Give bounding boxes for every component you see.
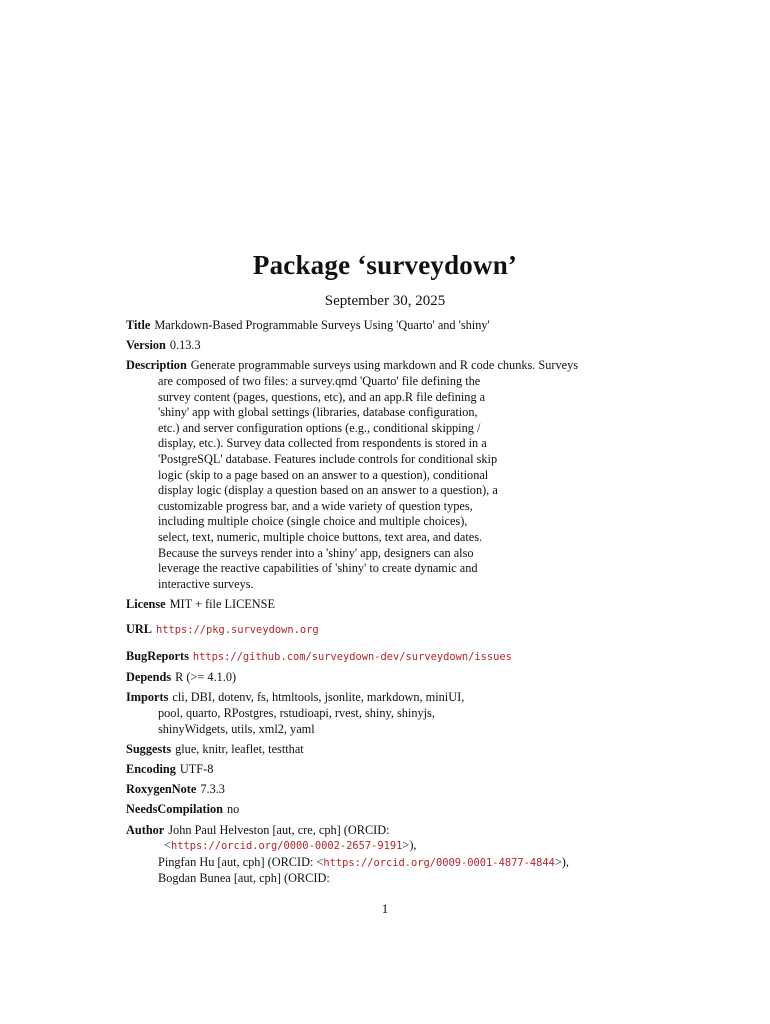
description-line: interactive surveys. <box>158 576 254 591</box>
description-line: 'PostgreSQL' database. Features include controls for conditional skip <box>158 451 498 466</box>
description-line: display logic (display a question based on an answer to a question), a <box>158 483 498 498</box>
field-value: 0.13.3 <box>169 338 201 353</box>
bugreports-link[interactable]: https://github.com/surveydown-dev/surveydown/issues <box>192 651 512 664</box>
description-line: etc.) and server configuration options (e.g., conditional skipping / <box>158 420 481 435</box>
author-line <box>126 838 606 855</box>
description-line: Because the surveys render into a 'shiny' app, designers can also <box>158 545 474 560</box>
field-needscompilation <box>126 802 606 818</box>
field-label: Title <box>126 318 151 332</box>
field-roxygennote <box>126 782 606 798</box>
field-description <box>126 358 606 592</box>
url-link[interactable]: https://pkg.surveydown.org <box>155 624 319 637</box>
field-label: Suggests <box>126 741 172 756</box>
author-line: Bogdan Bunea [aut, cph] (ORCID: <box>158 871 330 886</box>
orcid-link[interactable]: https://orcid.org/0009-0001-4877-4844 <box>323 856 555 869</box>
field-value: Markdown-Based Programmable Surveys Using 'Quarto' and 'shiny' <box>154 318 490 332</box>
package-date: September 30, 2025 <box>324 293 446 309</box>
description-line: display, etc.). Survey data collected from respondents is stored in a <box>158 436 487 451</box>
field-value: cli, DBI, dotenv, fs, htmltools, jsonlite, markdown, miniUI, <box>172 690 465 705</box>
author-text: >), <box>554 854 569 869</box>
field-value: UTF-8 <box>179 762 214 776</box>
imports-line: shinyWidgets, utils, xml2, yaml <box>158 721 315 736</box>
field-value: glue, knitr, leaflet, testthat <box>175 741 304 756</box>
description-line: 'shiny' app with global settings (libraries, database configuration, <box>158 405 478 420</box>
field-label: License <box>126 596 166 611</box>
field-depends <box>126 670 606 686</box>
orcid-link[interactable]: https://orcid.org/0000-0002-2657-9191 <box>170 840 403 853</box>
field-version <box>126 338 606 354</box>
field-url <box>126 622 606 639</box>
description-line: survey content (pages, questions, etc), and an app.R file defining a <box>158 389 486 404</box>
description-line: logic (skip to a page based on an answer to a question), conditional <box>158 467 489 482</box>
page-number: 1 <box>381 901 389 916</box>
field-imports <box>126 690 606 737</box>
description-line: customizable progress bar, and a wide variety of question types, <box>158 498 473 513</box>
field-value: Generate programmable surveys using markdown and R code chunks. Surveys <box>190 358 579 373</box>
field-label: NeedsCompilation <box>126 802 224 817</box>
field-label: BugReports <box>126 649 189 664</box>
author-line <box>126 855 606 872</box>
field-value: R (>= 4.1.0) <box>175 670 237 685</box>
author-text: >), <box>402 838 417 853</box>
field-label: URL <box>126 622 152 637</box>
field-label: Description <box>126 358 187 373</box>
field-license <box>126 597 606 613</box>
description-line: select, text, numeric, multiple choice buttons, text area, and dates. <box>158 529 483 544</box>
field-label: Imports <box>126 690 169 705</box>
description-line: are composed of two files: a survey.qmd 'Quarto' file defining the <box>158 373 481 388</box>
field-bugreports <box>126 649 606 666</box>
author-text: Pingfan Hu [aut, cph] (ORCID: < <box>158 854 324 869</box>
field-label: RoxygenNote <box>126 782 197 797</box>
field-title <box>126 318 606 334</box>
package-title: Package ‘surveydown’ <box>252 250 518 280</box>
description-line: including multiple choice (single choice and multiple choices), <box>158 514 468 529</box>
field-label: Author <box>126 822 165 837</box>
field-value: 7.3.3 <box>200 782 225 797</box>
description-line: leverage the reactive capabilities of 'shiny' to create dynamic and <box>158 561 478 576</box>
author-text: < <box>164 838 171 853</box>
imports-line: pool, quarto, RPostgres, rstudioapi, rvest, shiny, shinyjs, <box>158 706 435 721</box>
field-encoding <box>126 762 606 778</box>
field-suggests <box>126 742 606 758</box>
field-value: no <box>227 802 240 817</box>
field-label: Depends <box>126 670 172 685</box>
field-label: Encoding <box>126 762 176 776</box>
field-label: Version <box>126 338 166 353</box>
field-value: MIT + file LICENSE <box>169 596 276 611</box>
description-fields <box>126 318 606 892</box>
field-value: John Paul Helveston [aut, cre, cph] (ORCID: <box>168 822 390 837</box>
field-author <box>126 823 606 887</box>
